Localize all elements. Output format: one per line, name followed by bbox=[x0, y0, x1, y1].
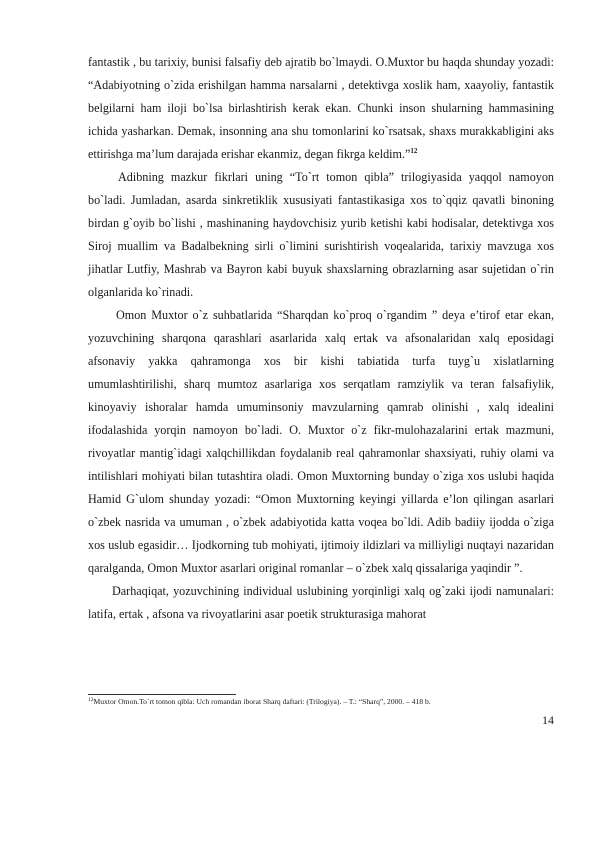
body-text bbox=[88, 51, 554, 626]
footnote-text: Muxtor Omon.To`rt tomon qibla: Uch romandan iborat Sharq daftari: (Trilogiya). – T.: “Sharq”, 2000. – 418 b. bbox=[93, 697, 431, 706]
paragraph-2: Adibning mazkur fikrlari uning “To`rt tomon qibla” trilogiyasida yaqqol namoyon bo`ladi. Jumladan, asarda sinkretiklik xususiyati fantastikasiga xos to`qqiz qavatli binoning birdan g`oyib bo`lishi , mashinaning haydovchisiz yurib ketishi kabi hodisalar, detektivga xos Siroj muallim va Badalbekning sirli o`limini surishtirish voqealarida, tarixiy mavzuga xos jihatlar Lutfiy, Mashrab va Bayron kabi buyuk shaxslarning obrazlarning asar sujetidan o`rin olganlarida ko`rinadi. bbox=[88, 170, 554, 299]
paragraph-1 bbox=[88, 51, 554, 166]
footnote bbox=[88, 697, 554, 707]
page-number: 14 bbox=[542, 713, 554, 727]
footnote-reference: 12 bbox=[410, 147, 418, 155]
paragraph-1-text: fantastik , bu tarixiy, bunisi falsafiy deb ajratib bo`lmaydi. O.Muxtor bu haqda shunday yozadi: “Adabiyotning o`zida erishilgan hamma narsalarni , detektivga xoslik ham, xaayoliy, fantastik belgilarni ham iloji bo`lsa birlashtirish kerak ekan. Chunki inson shularning hammasining ichida yasharkan. Demak, insonning ana shu tomonlarini ko`rsatsak, shaxs murakkabligini aks ettirishga ma’lum darajada erishar ekanmiz, degan fikrga keldim.” bbox=[88, 55, 554, 161]
footnote-separator bbox=[88, 694, 236, 695]
paragraph-3: Omon Muxtor o`z suhbatlarida “Sharqdan ko`proq o`rgandim ” deya e’tirof etar ekan, yozuvchining sharqona qarashlari asarlarida xalq ertak va afsonalaridan xalq eposidagi afsonaviy yakka qahramonga xos bir kishi tabiatida turfa tuyg`u xislatlarning umumlashtirilishi, sharq mumtoz asarlariga xos serqatlam ramziylik va teran falsafiylik, kinoyaviy ishoralar hamda umuminsoniy mavzularning qamrab olinishi , xalq idealini ifodalashida yorqin namoyon bo`ladi. O. Muxtor o`z fikr-mulohazalarini ertak mazmuni, rivoyatlar mantig`idagi xalqchillikdan foydalanib real qahramonlar shaxsiyati, ruhiy olami va intilishlari mohiyati bilan tutashtira oladi. Omon Muxtorning bunday o`ziga xos uslubi haqida Hamid G`ulom shunday yozadi: “Omon Muxtorning keyingi yillarda e’lon qilingan asarlari o`zbek nasrida va umuman , o`zbek adabiyotida katta voqea bo`ldi. Adib badiiy ijodda o`ziga xos uslub egasidir… Ijodkorning tub mohiyati, ijtimoiy ildizlari va milliyligi nuqtayi nazaridan qaralganda, Omon Muxtor asarlari original romanlar – o`zbek xalq qissalariga yaqindir ”. bbox=[88, 308, 554, 575]
footnote-mark: 12 bbox=[88, 697, 94, 703]
paragraph-4: Darhaqiqat, yozuvchining individual uslubining yorqinligi xalq og`zaki ijodi namunalari: latifa, ertak , afsona va rivoyatlarini asar poetik strukturasiga mahorat bbox=[88, 584, 554, 621]
